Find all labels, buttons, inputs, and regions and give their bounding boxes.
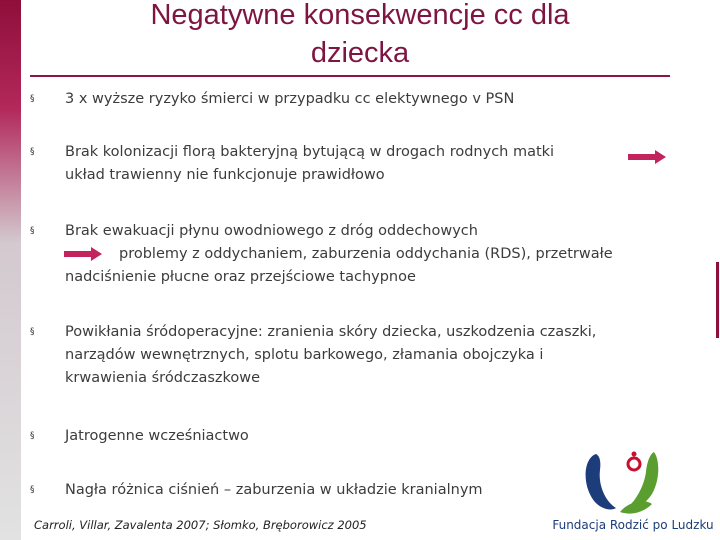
bullet-icon: § xyxy=(30,226,35,236)
title-divider xyxy=(30,75,670,77)
slide-title-line1: Negatywne konsekwencje cc dla xyxy=(150,0,570,31)
bullet-line: Brak kolonizacji florą bakteryjną bytującą w drogach rodnych matki xyxy=(65,144,555,160)
bullet-line: Jatrogenne wcześniactwo xyxy=(65,428,249,444)
citation: Carroli, Villar, Zavalenta 2007; Słomko, Bręborowicz 2005 xyxy=(34,518,367,532)
bullet-line: narządów wewnętrznych, splotu barkowego, złamania obojczyka i xyxy=(65,347,544,363)
bullet-icon: § xyxy=(30,431,35,441)
right-arrow-icon xyxy=(628,150,666,164)
right-arrow-icon xyxy=(64,247,102,261)
bullet-line: krwawienia śródczaszkowe xyxy=(65,370,261,386)
bullet-text xyxy=(65,141,685,187)
bullet-line: 3 x wyższe ryzyko śmierci w przypadku cc elektywnego v PSN xyxy=(65,91,515,107)
bullet-line: Powikłania śródoperacyjne: zranienia skóry dziecka, uszkodzenia czaszki, xyxy=(65,324,597,340)
right-edge-decoration xyxy=(716,262,719,338)
bullet-icon: § xyxy=(30,94,35,104)
bullet-line: nadciśnienie płucne oraz przejściowe tachypnoe xyxy=(65,269,416,285)
bullet-line: Nagła różnica ciśnień – zaburzenia w układzie kranialnym xyxy=(65,482,483,498)
bullet-icon: § xyxy=(30,485,35,495)
logo-text: Fundacja Rodzić po Ludzku xyxy=(552,518,714,532)
bullet-icon: § xyxy=(30,147,35,157)
bullet-text xyxy=(65,220,685,289)
bullet-icon: § xyxy=(30,327,35,337)
bullet-line: problemy z oddychaniem, zaburzenia oddychania (RDS), przetrwałe xyxy=(119,246,613,262)
bullet-line: układ trawienny nie funkcjonuje prawidłowo xyxy=(65,167,385,183)
bullet-line: Brak ewakuacji płynu owodniowego z dróg oddechowych xyxy=(65,223,478,239)
bullet-text xyxy=(65,88,685,111)
sidebar-decoration xyxy=(0,0,21,540)
bullet-text xyxy=(65,321,685,390)
slide-title-line2: dziecka xyxy=(310,37,410,69)
slide-title xyxy=(60,0,660,72)
